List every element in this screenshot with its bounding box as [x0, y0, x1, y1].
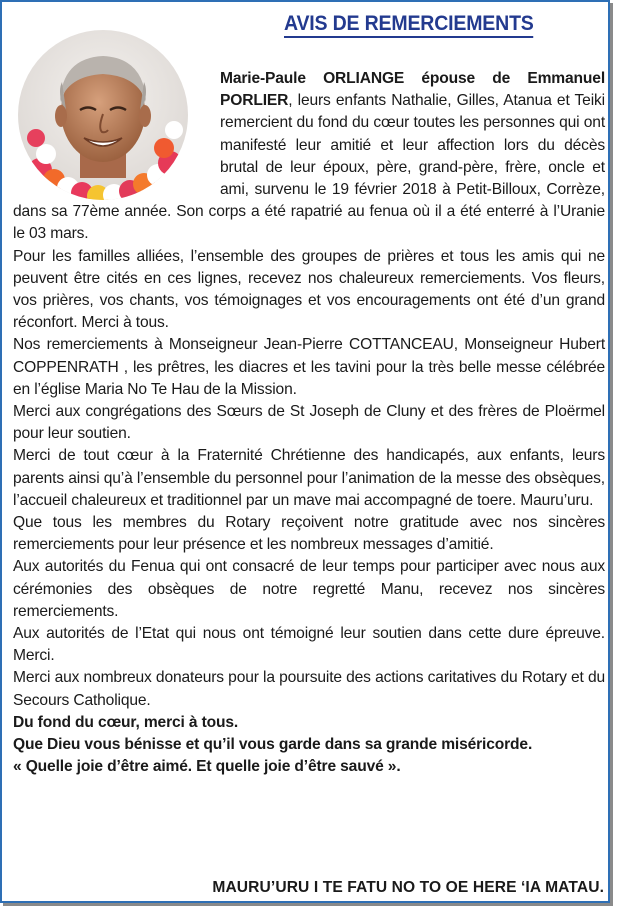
bold-line-thanks: Du fond du cœur, merci à tous. — [13, 713, 239, 731]
paragraph-rotary: Que tous les membres du Rotary reçoivent notre gratitude avec nos sincères remerciements pour leur présence et les nombreux messages d’amitié. — [13, 514, 605, 554]
paragraph-families: Pour les familles alliées, l’ensemble des groupes de prières et tous les amis qui ne peuvent être cités en ces lignes, recevez nos chaleureux remerciements. Vos fleurs, vos prières, vos chants, vos témoignages et vos encouragements ont été d’un grand réconfort. Merci à tous. — [13, 247, 605, 332]
intro-rest: , leurs enfants Nathalie, Gilles, Atanua et Teiki remercient du fond du cœur toutes les personnes qui ont manifesté leur amitié et leur affection lors du décès brutal de leur époux, père, grand-père, frère, oncle et ami, survenu le 19 février 2018 à Petit-Billoux, Corrèze, dans sa 77ème année. Son corps a été rapatrié au fenua où il a été enterré à l’Uranie le 03 mars. — [13, 92, 605, 243]
paragraph-fraternity: Merci de tout cœur à la Fraternité Chrétienne des handicapés, aux enfants, leurs parents ainsi qu’à l’ensemble du personnel pour l’animation de la messe des obsèques, l’accueil chaleureux et traditionnel par un mave mai accompagné de toere. Mauru’uru. — [13, 447, 605, 509]
paragraph-state-authorities: Aux autorités de l’Etat qui nous ont témoigné leur soutien dans cette dure épreuve. Merci. — [13, 625, 605, 665]
intro-names: Marie-Paule ORLIANGE épouse de Emmanuel PORLIER — [220, 70, 605, 110]
paragraph-donors: Merci aux nombreux donateurs pour la poursuite des actions caritatives du Rotary et du Secours Catholique. — [13, 669, 605, 709]
paragraph-fenua-authorities: Aux autorités du Fenua qui ont consacré de leur temps pour participer avec nous aux cérémonies des obsèques de notre regretté Manu, recevez nos sincères remerciements. — [13, 558, 605, 620]
paragraph-clergy: Nos remerciements à Monseigneur Jean-Pierre COTTANCEAU, Monseigneur Hubert COPPENRATH , les prêtres, les diacres et les tavini pour la très belle messe célébrée en l’église Maria No Te Hau de la Mission. — [13, 336, 605, 398]
notice-body — [13, 68, 605, 779]
paragraph-congregations: Merci aux congrégations des Sœurs de St Joseph de Cluny et des frères de Ploërmel pour leur soutien. — [13, 403, 605, 443]
notice-title: AVIS DE REMERCIEMENTS — [284, 12, 534, 38]
closing-line: MAURU’URU I TE FATU NO TO OE HERE ‘IA MATAU. — [212, 879, 604, 896]
bold-line-blessing: Que Dieu vous bénisse et qu’il vous garde dans sa grande miséricorde. — [13, 736, 533, 754]
photo-wrap-spacer — [13, 68, 220, 200]
bold-line-quote: « Quelle joie d’être aimé. Et quelle joie d’être sauvé ». — [13, 758, 401, 776]
